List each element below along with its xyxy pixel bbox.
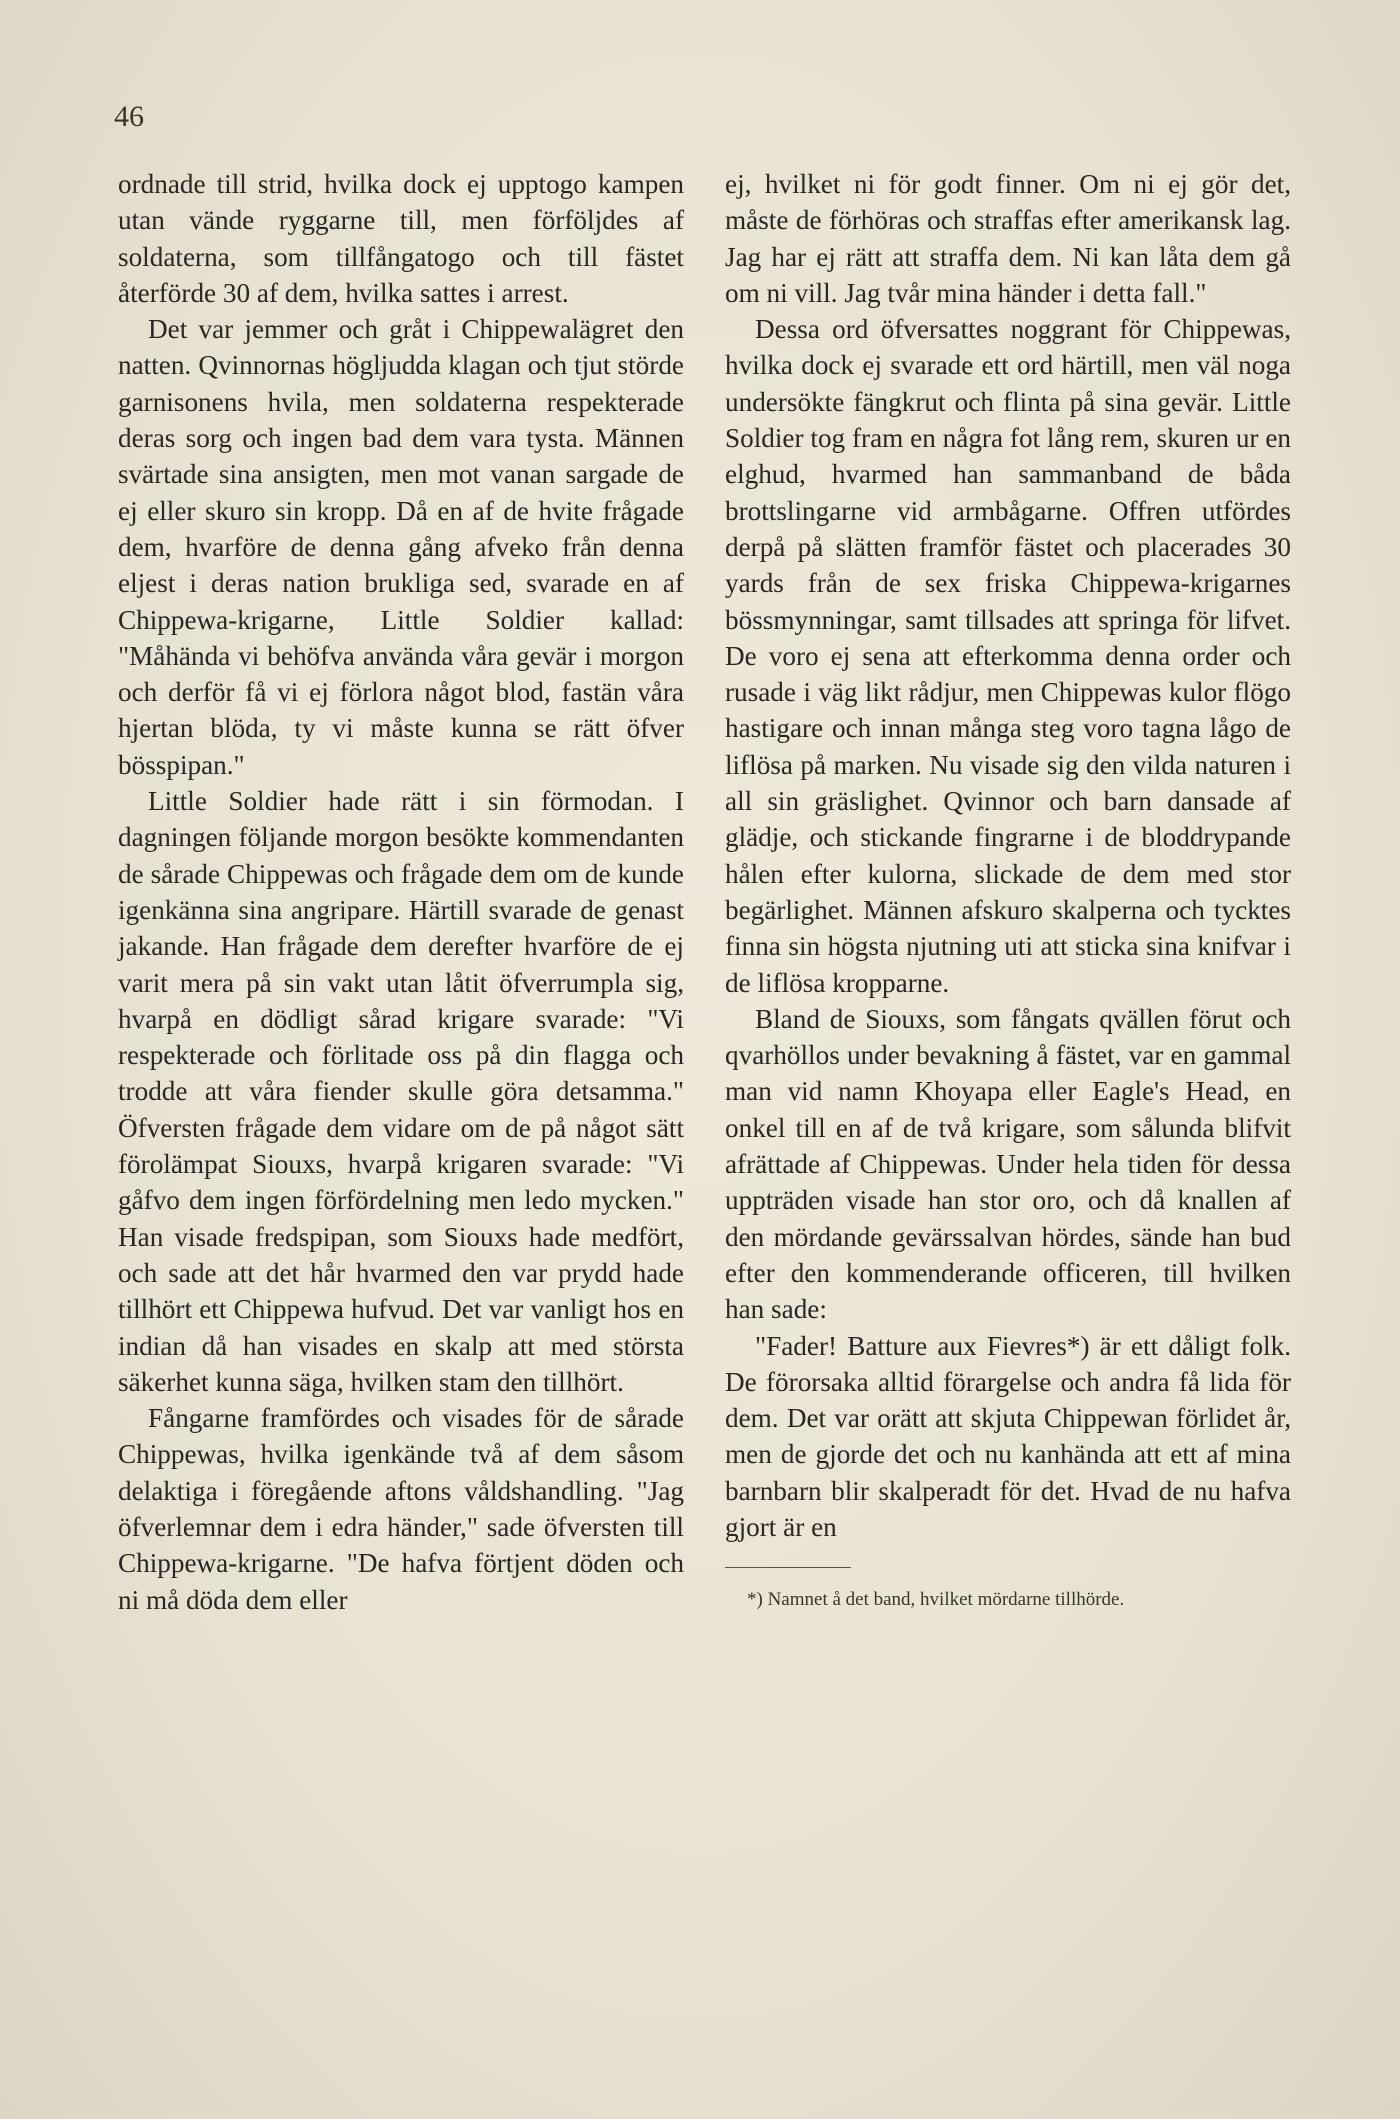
footnote-divider [725, 1567, 851, 1568]
paragraph: ordnade till strid, hvilka dock ej upptogo kampen utan vände ryggarne till, men förföljdes af soldaterna, som tillfångatogo och till fästet återförde 30 af dem, hvilka sattes i arrest. [118, 169, 684, 308]
left-column [118, 166, 684, 1618]
paragraph: Dessa ord öfversattes noggrant för Chippewas, hvilka dock ej svarade ett ord härtill, men väl noga undersökte fängkrut och flinta på sina gevär. Little Soldier tog fram en några fot lång rem, skuren ur en elghud, hvarmed han sammanband de båda brottslingarne vid armbågarne. Offren utfördes derpå på slätten framför fästet och placerades 30 yards från de sex friska Chippewa-krigarnes bössmynningar, samt tillsades att springa för lifvet. De voro ej sena att efterkomma denna order och rusade i väg likt rådjur, men Chippewas kulor flögo hastigare och innan många steg voro tagna lågo de liflösa på marken. Nu visade sig den vilda naturen i all sin gräslighet. Qvinnor och barn dansade af glädje, och stickande fingrarne i de bloddrypande hålen efter kulorna, slickade de dem med stor begärlighet. Männen afskuro skalperna och tycktes finna sin högsta njutning uti att sticka sina knifvar i de liflösa kropparne. [725, 314, 1291, 998]
right-column [725, 166, 1291, 1614]
page-number: 46 [114, 100, 144, 133]
paragraph: Fångarne framfördes och visades för de sårade Chippewas, hvilka igenkände två af dem såsom delaktiga i föregående aftons våldshandling. "Jag öfverlemnar dem i edra händer," sade öfversten till Chippewa-krigarne. "De hafva förtjent döden och ni må döda dem eller [118, 1403, 684, 1615]
paragraph: Little Soldier hade rätt i sin förmodan. I dagningen följande morgon besökte kommendanten de sårade Chippewas och frågade dem om de kunde igenkänna sina angripare. Härtill svarade de genast jakande. Han frågade dem derefter hvarföre de ej varit mera på sin vakt utan låtit öfverrumpla sig, hvarpå en dödligt sårad krigare svarade: "Vi respekterade och förlitade oss på din flagga och trodde att våra fiender skulle göra detsamma." Öfversten frågade dem vidare om de på något sätt förolämpat Siouxs, hvarpå krigaren svarade: "Vi gåfvo dem ingen förfördelning men ledo mycken." Han visade fredspipan, som Siouxs hade medfört, och sade att det hår hvarmed den var prydd hade tillhört ett Chippewa hufvud. Det var vanligt hos en indian då han visades en skalp att med största säkerhet kunna säga, hvilken stam den tillhört. [118, 786, 684, 1397]
footnote: *) Namnet å det band, hvilket mördarne tillhörde. [747, 1589, 1125, 1611]
paragraph: ej, hvilket ni för godt finner. Om ni ej gör det, måste de förhöras och straffas efter amerikansk lag. Jag har ej rätt att straffa dem. Ni kan låta dem gå om ni vill. Jag tvår mina händer i detta fall." [725, 169, 1291, 308]
paragraph: "Fader! Batture aux Fievres*) är ett dåligt folk. De förorsaka alltid förargelse och andra få lida för dem. Det var orätt att skjuta Chippewan förlidet år, men de gjorde det och nu kanhända att ett af mina barnbarn blir skalperadt för det. Hvad de nu hafva gjort är en [725, 1330, 1291, 1542]
paragraph: Det var jemmer och gråt i Chippewalägret den natten. Qvinnornas högljudda klagan och tjut störde garnisonens hvila, men soldaterna respekterade deras sorg och ingen bad dem vara tysta. Männen svärtade sina ansigten, men mot vanan sargade de ej eller skuro sin kropp. Då en af de hvite frågade dem, hvarföre de denna gång afveko från denna eljest i deras nation brukliga sed, svarade en af Chippewa-krigarne, Little Soldier kallad: "Måhända vi behöfva använda våra gevär i morgon och derför få vi ej förlora något blod, fastän våra hjertan blöda, ty vi måste kunna se rätt öfver bösspipan." [118, 314, 684, 780]
paragraph: Bland de Siouxs, som fångats qvällen förut och qvarhöllos under bevakning å fästet, var en gammal man vid namn Khoyapa eller Eagle's Head, en onkel till en af de två krigare, som sålunda blifvit afrättade af Chippewas. Under hela tiden för dessa uppträden visade han stor oro, och då knallen af den mördande gevärssalvan hördes, sände han bud efter den kommenderande officeren, till hvilken han sade: [725, 1003, 1291, 1325]
